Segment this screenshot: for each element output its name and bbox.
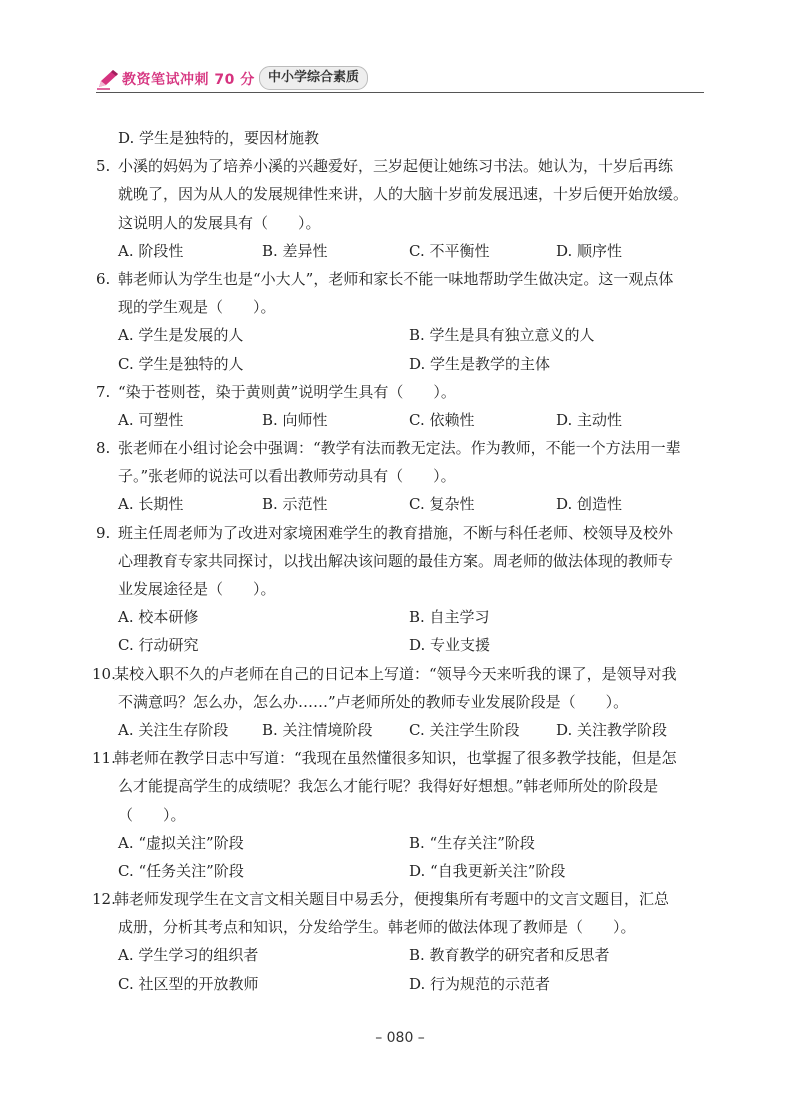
option-d: D. 关注教学阶段 — [556, 720, 668, 739]
question-text: 现的学生观是（ ）。 — [118, 298, 276, 317]
option-a: A. 校本研修 — [118, 608, 199, 627]
book-title: 教资笔试冲刺 70 分 — [122, 72, 255, 88]
question-text: 业发展途径是（ ）。 — [118, 580, 276, 598]
question-6 — [96, 265, 708, 293]
question-text: 就晚了，因为从人的发展规律性来讲，人的大脑十岁前发展迅速，十岁后便开始放缓。 — [118, 185, 689, 204]
option-text: D. 学生是独特的，要因材施教 — [118, 129, 320, 147]
option-b: B. 教育教学的研究者和反思者 — [409, 946, 610, 965]
question-text: 韩老师在教学日志中写道：“我现在虽然懂很多知识，也掌握了很多教学技能，但是怎 — [114, 749, 677, 768]
options-row — [96, 490, 708, 518]
option-b: B. 学生是具有独立意义的人 — [409, 326, 595, 345]
page-number: – 080 – — [375, 1030, 425, 1046]
question-text-line — [96, 688, 708, 716]
question-text: 么才能提高学生的成绩呢？我怎么才能行呢？我得好好想想。”韩老师所处的阶段是 — [118, 777, 659, 796]
question-text: 成册，分析其考点和知识，分发给学生。韩老师的做法体现了教师是（ ）。 — [118, 918, 636, 937]
question-list — [92, 124, 708, 998]
option-d: D. 顺序性 — [556, 241, 623, 260]
question-11 — [92, 744, 708, 772]
question-text: 心理教育专家共同探讨，以找出解决该问题的最佳方案。周老师的做法体现的教师专 — [118, 551, 674, 570]
question-text: 某校入职不久的卢老师在自己的日记本上写道：“领导今天来听我的课了，是领导对我 — [114, 664, 677, 683]
question-number: 12. — [92, 890, 116, 909]
option-d: D. 学生是教学的主体 — [409, 354, 551, 373]
option-a: A. 阶段性 — [118, 241, 184, 260]
options-row — [96, 406, 708, 434]
question-text: （ ）。 — [118, 805, 186, 824]
option-b: B. 自主学习 — [409, 608, 490, 627]
options-row — [96, 603, 708, 631]
subject-badge: 中小学综合素质 — [259, 66, 368, 90]
question-text: 班主任周老师为了改进对家境困难学生的教育措施，不断与科任老师、校领导及校外 — [118, 523, 674, 542]
option-b: B. “生存关注”阶段 — [409, 833, 535, 852]
option-c: C. “任务关注”阶段 — [118, 861, 244, 880]
option-a: A. 学生学习的组织者 — [118, 946, 259, 965]
question-text: 小溪的妈妈为了培养小溪的兴趣爱好，三岁起便让她练习书法。她认为，十岁后再练 — [118, 157, 674, 176]
question-text: 子。”张老师的说法可以看出教师劳动具有（ ）。 — [118, 467, 456, 486]
option-c: C. 不平衡性 — [409, 241, 490, 260]
option-c: C. 复杂性 — [409, 495, 475, 514]
options-row — [96, 857, 708, 885]
question-text: “染于苍则苍，染于黄则黄”说明学生具有（ ）。 — [118, 382, 456, 401]
question-text: 张老师在小组讨论会中强调：“教学有法而教无定法。作为教师，不能一个方法用一辈 — [118, 439, 681, 458]
question-text-line — [96, 209, 708, 237]
options-row — [96, 631, 708, 659]
question-text-line — [96, 462, 708, 490]
question-text: 韩老师发现学生在文言文相关题目中易丢分，便搜集所有考题中的文言文题目，汇总 — [114, 890, 670, 909]
option-line — [96, 124, 708, 152]
question-number: 5. — [96, 157, 111, 176]
question-9 — [96, 519, 708, 547]
question-number: 9. — [96, 523, 111, 542]
question-text-line — [96, 293, 708, 321]
question-number: 6. — [96, 269, 111, 288]
options-row — [96, 237, 708, 265]
option-c: C. 关注学生阶段 — [409, 720, 520, 739]
question-number: 11. — [92, 749, 116, 768]
option-d: D. 行为规范的示范者 — [409, 974, 551, 993]
options-row — [96, 321, 708, 349]
options-row — [96, 970, 708, 998]
option-c: C. 行动研究 — [118, 636, 199, 655]
question-number: 10. — [92, 664, 116, 683]
option-b: B. 示范性 — [262, 495, 328, 514]
options-row — [96, 941, 708, 969]
page-header — [96, 66, 704, 92]
question-5 — [96, 152, 708, 180]
question-number: 7. — [96, 382, 111, 401]
options-row — [96, 829, 708, 857]
option-b: B. 差异性 — [262, 241, 328, 260]
option-c: C. 依赖性 — [409, 410, 475, 429]
question-7 — [96, 378, 708, 406]
options-row — [96, 716, 708, 744]
option-a: A. 长期性 — [118, 495, 184, 514]
question-text: 韩老师认为学生也是“小大人”，老师和家长不能一味地帮助学生做决定。这一观点体 — [118, 269, 674, 288]
option-d: D. 专业支援 — [409, 636, 491, 655]
pen-icon — [96, 68, 120, 90]
option-a: A. “虚拟关注”阶段 — [118, 833, 244, 852]
question-text-line — [96, 547, 708, 575]
question-number: 8. — [96, 439, 111, 458]
option-d: D. 主动性 — [556, 410, 623, 429]
question-text: 不满意吗？怎么办，怎么办……”卢老师所处的教师专业发展阶段是（ ）。 — [118, 692, 629, 711]
option-c: C. 学生是独特的人 — [118, 354, 244, 373]
option-d: D. 创造性 — [556, 495, 623, 514]
question-10 — [92, 660, 708, 688]
question-text-line — [96, 801, 708, 829]
option-a: A. 关注生存阶段 — [118, 720, 229, 739]
question-text-line — [96, 913, 708, 941]
option-b: B. 关注情境阶段 — [262, 720, 373, 739]
question-8 — [96, 434, 708, 462]
options-row — [96, 350, 708, 378]
question-text-line — [96, 180, 708, 208]
question-text-line — [96, 772, 708, 800]
question-text: 这说明人的发展具有（ ）。 — [118, 213, 321, 232]
option-a: A. 可塑性 — [118, 410, 184, 429]
option-d: D. “自我更新关注”阶段 — [409, 861, 566, 880]
question-12 — [92, 885, 708, 913]
question-text-line — [96, 575, 708, 603]
option-b: B. 向师性 — [262, 410, 328, 429]
option-c: C. 社区型的开放教师 — [118, 974, 259, 993]
header-divider — [96, 92, 704, 93]
option-a: A. 学生是发展的人 — [118, 326, 244, 345]
